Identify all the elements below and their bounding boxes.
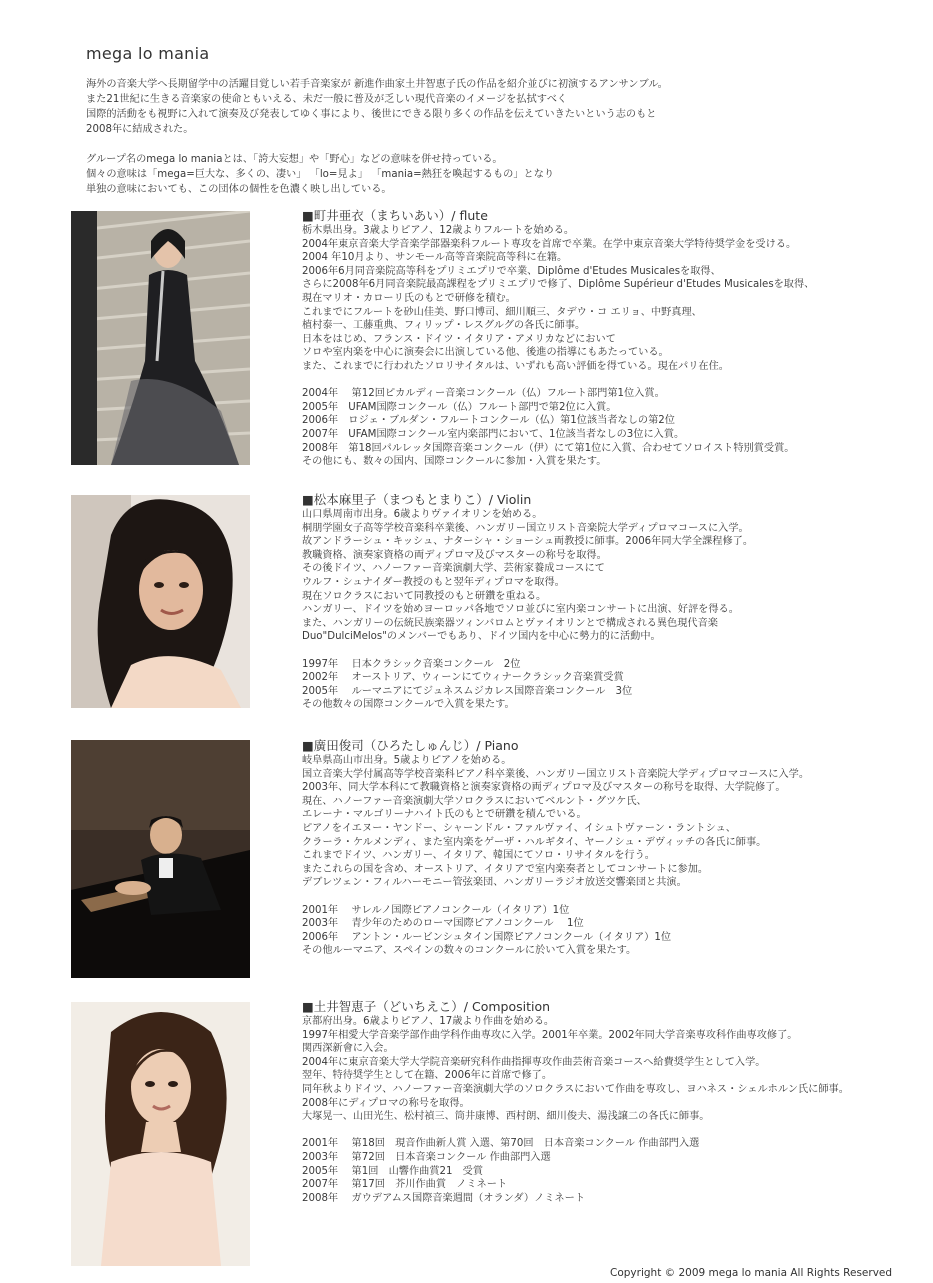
bio-line: これまでドイツ、ハンガリー、イタリア、韓国にてソロ・リサイタルを行う。 <box>302 850 655 862</box>
bio-line: 植村泰一、工藤重典、フィリップ・レスグルグの各氏に師事。 <box>302 320 586 332</box>
award-line: 2001年 第18回 現音作曲新人賞 入選、第70回 日本音楽コンクール 作曲部門入選 <box>302 1138 700 1150</box>
award-line: 2007年 UFAM国際コンクール室内楽部門において、1位該当者なしの3位に入賞。 <box>302 428 685 440</box>
bio-line: 桐朋学園女子高等学校音楽科卒業後、ハンガリー国立リスト音楽院大学ディプロマコースに入学。 <box>302 522 749 534</box>
award-line: 2005年 ルーマニアにてジュネスムジカレス国際音楽コンクール 3位 <box>302 685 633 697</box>
bio-line: 2004年に東京音楽大学大学院音楽研究科作曲指揮専攻作曲芸術音楽コースへ給費奨学生として入学。 <box>302 1056 766 1068</box>
bio-line: クラーラ・ケルメンディ、また室内楽をゲーザ・ハルギタイ、ヤーノシュ・デヴィッチの各氏に師事。 <box>302 836 767 848</box>
award-line: 2006年 アントン・ルービンシュタイン国際ピアノコンクール（イタリア）1位 <box>302 931 672 943</box>
bio-line: 現在ソロクラスにおいて同教授のもと研鑽を重ねる。 <box>302 590 547 602</box>
member-name: ■土井智恵子（どいちえこ）/ Composition <box>302 999 551 1014</box>
bio-line: 2004年東京音楽大学音楽学部器楽科フルート専攻を首席で卒業。在学中東京音楽大学特待奨学金を受ける。 <box>302 238 797 250</box>
award-line: 2003年 青少年のためのローマ国際ピアノコンクール 1位 <box>302 918 584 930</box>
bio-line: 2008年にディプロマの称号を取得。 <box>302 1097 470 1109</box>
bio-line: 岐阜県高山市出身。5歳よりピアノを始める。 <box>302 755 512 766</box>
bio-line: 2004 年10月より、サンモール高等音楽院高等科に在籍。 <box>302 252 568 264</box>
member-photo-violin <box>71 495 250 708</box>
bio-line: また、ハンガリーの伝統民族楽器ツィンバロムとヴァイオリンとで構成される異色現代音楽 <box>302 617 718 629</box>
member-bio-piano <box>302 738 902 958</box>
member-name: ■廣田俊司（ひろたしゅんじ）/ Piano <box>302 738 519 753</box>
award-line: その他ルーマニア、スペインの数々のコンクールに於いて入賞を果たす。 <box>302 945 637 957</box>
award-line: 1997年 日本クラシック音楽コンクール 2位 <box>302 658 521 670</box>
award-line: 2007年 第17回 芥川作曲賞 ノミネート <box>302 1179 508 1191</box>
bio-line: 2006年6月同音楽院高等科をプリミエプリで卒業、Diplôme d'Etudes Musicalesを取得、 <box>302 265 721 277</box>
bio-line: デブレツェン・フィルハーモニー管弦楽団、ハンガリーラジオ放送交響楽団と共演。 <box>302 877 687 889</box>
bio-line: 1997年相愛大学音楽学部作曲学科作曲専攻に入学。2001年卒業。2002年同大学音楽専攻科作曲専攻修了。 <box>302 1029 798 1041</box>
bio-line: 教職資格、演奏家資格の両ディプロマ及びマスターの称号を取得。 <box>302 549 607 561</box>
bio-line: 国立音楽大学付属高等学校音楽科ピアノ科卒業後、ハンガリー国立リスト音楽院大学ディプロマコースに入学。 <box>302 768 810 780</box>
bio-line: 京都府出身。6歳よりピアノ、17歳より作曲を始める。 <box>302 1016 555 1027</box>
member-photo-composition <box>71 1002 250 1266</box>
bio-line: 大塚晃一、山田光生、松村禎三、筒井康博、西村朗、細川俊夫、湯浅譲二の各氏に師事。 <box>302 1111 710 1123</box>
bio-line: 日本をはじめ、フランス・ドイツ・イタリア・アメリカなどにおいて <box>302 333 616 345</box>
bio-line: 関西深新會に入会。 <box>302 1043 394 1055</box>
bio-line: ウルフ・シュナイダー教授のもと翌年ディプロマを取得。 <box>302 576 565 588</box>
bio-line: ソロや室内楽を中心に演奏会に出演している他、後進の指導にもあたっている。 <box>302 347 669 359</box>
award-line: 2008年 第18回パルレッタ国際音楽コンクール（伊）にて第1位に入賞、合わせてソロイスト特別賞受賞。 <box>302 442 795 454</box>
member-name: ■松本麻里子（まつもとまりこ）/ Violin <box>302 492 532 507</box>
member-name: ■町井亜衣（まちいあい）/ flute <box>302 208 488 223</box>
bio-line: さらに2008年6月同音楽院最高課程をプリミエプリで修了、Diplôme Supérieur d'Etudes Musicalesを取得、 <box>302 279 815 291</box>
bio-line: ハンガリー、ドイツを始めヨーロッパ各地でソロ並びに室内楽コンサートに出演、好評を得る。 <box>302 604 739 616</box>
bio-line: 故アンドラーシュ・キッシュ、ナターシャ・ショーシュ両教授に師事。2006年同大学全課程修了。 <box>302 536 754 548</box>
copyright-text: Copyright © 2009 mega lo mania All Rights Reserved <box>610 1267 893 1279</box>
award-line: 2006年 ロジェ・ブルダン・フルートコンクール（仏）第1位該当者なしの第2位 <box>302 415 675 427</box>
bio-line: 現在マリオ・カローリ氏のもとで研修を積む。 <box>302 292 516 304</box>
member-bio-flute <box>302 208 902 469</box>
member-bio-violin <box>302 492 902 712</box>
award-line: 2001年 サレルノ国際ピアノコンクール（イタリア）1位 <box>302 904 570 916</box>
bio-line: 山口県周南市出身。6歳よりヴァイオリンを始める。 <box>302 509 543 520</box>
award-line: 2004年 第12回ピカルディー音楽コンクール（仏）フルート部門第1位入賞。 <box>302 388 665 400</box>
intro-line: また21世紀に生きる音楽家の使命ともいえる、未だ一般に普及が乏しい現代音楽のイメージを払拭すべく <box>86 94 568 105</box>
bio-line: またこれらの国を含め、オーストリア、イタリアで室内楽奏者としてコンサートに参加。 <box>302 863 709 875</box>
award-line: 2005年 第1回 山響作曲賞21 受賞 <box>302 1165 484 1177</box>
intro-line: 2008年に結成された。 <box>86 124 194 135</box>
award-line: その他にも、数々の国内、国際コンクールに参加・入賞を果たす。 <box>302 456 607 468</box>
bio-line: 同年秋よりドイツ、ハノーファー音楽演劇大学のソロクラスにおいて作曲を専攻し、ヨハネス・シェルホルン氏に師事。 <box>302 1083 849 1095</box>
member-bio-composition <box>302 999 902 1205</box>
bio-line: これまでにフルートを砂山佳美、野口博司、細川順三、タデウ・コ エリョ、中野真理、 <box>302 306 702 318</box>
member-photo-flute <box>71 211 250 465</box>
bio-line: 現在、ハノーファー音楽演劇大学ソロクラスにおいてベルント・グツケ氏、 <box>302 795 647 807</box>
intro-line: 個々の意味は「mega=巨大な、多くの、凄い」 「lo=見よ」 「mania=熱狂を喚起するもの」となり <box>86 169 555 180</box>
intro-text <box>86 77 886 197</box>
intro-line: 海外の音楽大学へ長期留学中の活躍目覚しい若手音楽家が 新進作曲家土井智恵子氏の作品を紹介並びに初演するアンサンブル。 <box>86 79 668 90</box>
bio-line: その後ドイツ、ハノーファー音楽演劇大学、芸術家養成コースにて <box>302 563 605 575</box>
bio-line: エレーナ・マルゴリーナハイト氏のもとで研鑽を積んでいる。 <box>302 809 587 821</box>
intro-line: グループ名のmega lo maniaとは、「誇大妄想」や「野心」などの意味を併せ持っている。 <box>86 154 503 165</box>
award-line: 2005年 UFAM国際コンクール（仏）フルート部門で第2位に入賞。 <box>302 401 617 413</box>
bio-line: また、これまでに行われたソロリサイタルは、いずれも高い評価を得ている。現在パリ在住。 <box>302 360 729 372</box>
bio-line: ピアノをイエヌー・ヤンドー、シャーンドル・ファルヴァイ、イシュトヴァーン・ラントシュ、 <box>302 822 736 834</box>
award-line: 2003年 第72回 日本音楽コンクール 作曲部門入選 <box>302 1151 551 1163</box>
award-line: 2008年 ガウデアムス国際音楽週間（オランダ）ノミネート <box>302 1192 586 1204</box>
bio-line: 2003年、同大学本科にて教職資格と演奏家資格の両ディプロマ及びマスターの称号を取得、大学院修了。 <box>302 782 786 794</box>
intro-line: 単独の意味においても、この団体の個性を色濃く映し出している。 <box>86 184 392 195</box>
bio-line: Duo"DulciMelos"のメンバーでもあり、ドイツ国内を中心に勢力的に活動中。 <box>302 631 661 643</box>
award-line: その他数々の国際コンクールで入賞を果たす。 <box>302 699 515 711</box>
member-photo-piano <box>71 740 250 978</box>
bio-line: 栃木県出身。3歳よりピアノ、12歳よりフルートを始める。 <box>302 225 575 236</box>
page-title: mega lo mania <box>86 44 210 63</box>
bio-line: 翌年、特待奨学生として在籍、2006年に首席で修了。 <box>302 1070 553 1082</box>
intro-line: 国際的活動をも視野に入れて演奏及び発表してゆく事により、後世にできる限り多くの作品を伝えていきたいという志のもと <box>86 109 657 120</box>
award-line: 2002年 オーストリア、ウィーンにてウィナークラシック音楽賞受賞 <box>302 672 624 684</box>
